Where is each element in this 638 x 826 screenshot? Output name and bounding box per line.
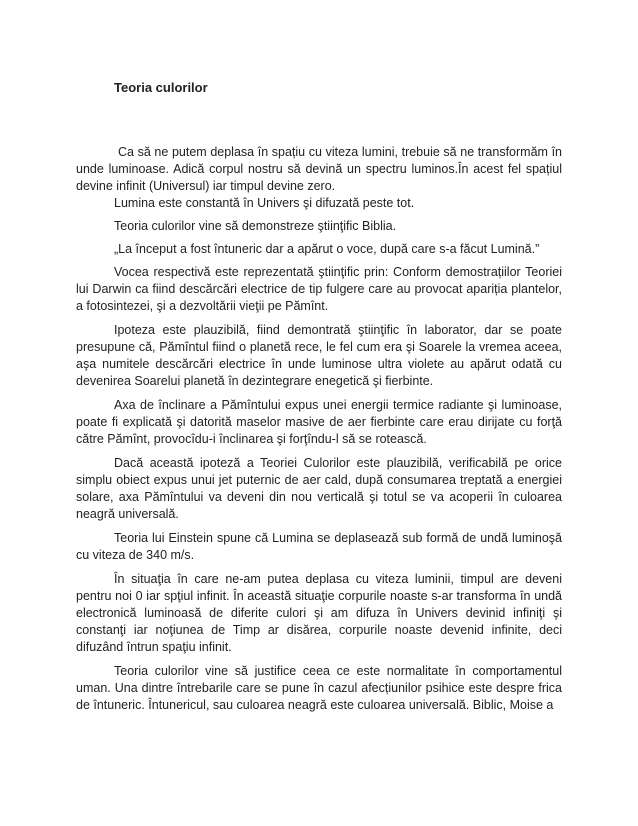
paragraph-11: Teoria culorilor vine să justifice ceea ce este normalitate în comportamentul uman. Una dintre întrebarile care se pune în cazul afecțiunilor psihice este despre frica de întuneric. Întunericul, sau culoarea neagră este culoarea universală. Biblic, Moise a: [76, 664, 562, 712]
paragraph-7: Axa de înclinare a Pămîntului expus unei energii termice radiante şi luminoase, poate fi explicată şi datorită maselor masive de aer fierbinte care erau dirijate cu forţă către Pămînt, provocîdu-i înclinarea şi forţîndu-l să se rotească.: [76, 398, 562, 446]
paragraph-3: Teoria culorilor vine să demonstreze ştiinţific Biblia.: [114, 219, 397, 233]
paragraph-4: „La început a fost întuneric dar a apărut o voce, după care s-a făcut Lumină.”: [114, 242, 540, 256]
document-body: [76, 144, 562, 714]
paragraph-1: Ca să ne putem deplasa în spațiu cu viteza lumini, trebuie să ne transformăm în unde luminoase. Adică corpul nostru să devină un spectru luminos.În acest fel spațiul devine infinit (Universul) iar timpul devine zero.: [76, 145, 562, 193]
document-title: Teoria culorilor: [114, 80, 208, 95]
paragraph-5: Vocea respectivă este reprezentată ştiinţific prin: Conform demostrațiilor Teoriei lui Darwin ca fiind descărcări electrice de tip fulgere care au provocat apariția plantelor, a fotosintezei, şi a dezvoltării vieţii pe Pămînt.: [76, 265, 562, 313]
paragraph-9: Teoria lui Einstein spune că Lumina se deplasează sub formă de undă luminoşă cu viteza de 340 m/s.: [76, 531, 562, 562]
paragraph-10: În situaţia în care ne-am putea deplasa cu viteza luminii, timpul are deveni pentru noi 0 iar spţiul infinit. În această situaţie corpurile noaste s-ar transforma în undă electronică luminoasă de diferite culori şi am difuza în Univers devinid infiniţi şi constanţi iar noţiunea de Timp ar disărea, corpurile noaste devenid infinite, deci difuzând întrun spaţiu infinit.: [76, 572, 562, 654]
paragraph-8: Dacă această ipoteză a Teoriei Culorilor este plauzibilă, verificabilă pe orice simplu obiect expus unui jet puternic de aer cald, după consumarea treptată a energiei solare, axa Pămîntului va deveni din nou verticală şi totul se va acoperii în culoarea neagră universală.: [76, 456, 562, 521]
paragraph-2: Lumina este constantă în Univers şi difuzată peste tot.: [114, 196, 415, 210]
paragraph-6: Ipoteza este plauzibilă, fiind demontrată ştiinţific în laborator, dar se poate presupune că, Pămîntul fiind o planetă rece, le fel cum era şi Soarele la vremea aceea, aşa numitele descărcări electrice în unde luminose ultra violete au apărut odată cu devenirea Soarelui planetă în dezintegrare enegetică şi fierbinte.: [76, 323, 562, 388]
